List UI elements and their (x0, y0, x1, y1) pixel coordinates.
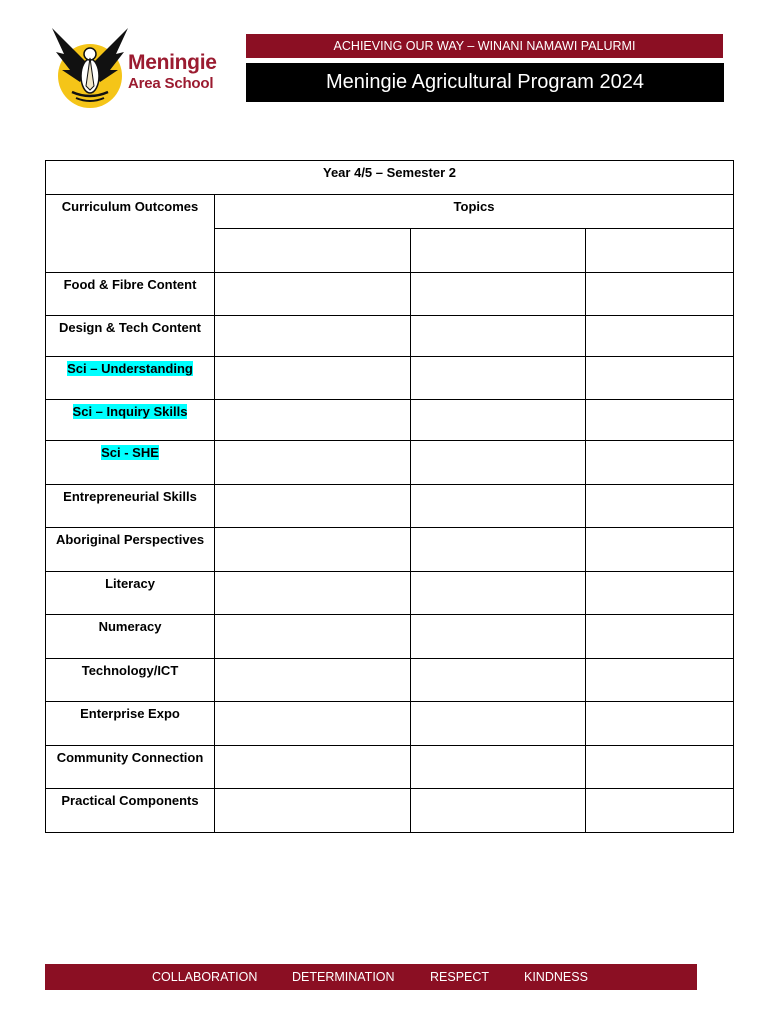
row-label-cell (46, 572, 215, 615)
entry-cell (411, 441, 586, 485)
entry-cell (215, 789, 411, 833)
topic-cell (586, 229, 734, 273)
row-label-cell (46, 316, 215, 357)
row-label-cell (46, 615, 215, 659)
row-label-cell (46, 528, 215, 572)
row-label-cell (46, 789, 215, 833)
row-label-cell (46, 441, 215, 485)
row-label: Technology/ICT (81, 663, 179, 678)
row-label: Community Connection (56, 750, 204, 765)
table-row (46, 789, 734, 833)
entry-cell (215, 316, 411, 357)
row-label: Food & Fibre Content (63, 277, 197, 292)
row-label: Aboriginal Perspectives (55, 532, 205, 547)
entry-cell (586, 316, 734, 357)
entry-cell (411, 400, 586, 441)
entry-cell (215, 572, 411, 615)
pelican-emblem-icon (50, 26, 130, 110)
entry-cell (215, 273, 411, 316)
topic-cell (411, 229, 586, 273)
row-label-cell (46, 659, 215, 702)
table-row (46, 273, 734, 316)
entry-cell (586, 572, 734, 615)
table-row (46, 528, 734, 572)
row-label: Sci - SHE (101, 445, 159, 460)
entry-cell (586, 441, 734, 485)
entry-cell (586, 485, 734, 528)
entry-cell (586, 746, 734, 789)
entry-cell (586, 400, 734, 441)
table-row (46, 702, 734, 746)
entry-cell (586, 273, 734, 316)
row-label: Entrepreneurial Skills (63, 489, 197, 504)
row-label-cell (46, 702, 215, 746)
entry-cell (411, 702, 586, 746)
entry-cell (215, 659, 411, 702)
topic-cell (215, 229, 411, 273)
row-label-cell (46, 273, 215, 316)
row-label-cell (46, 746, 215, 789)
row-label: Design & Tech Content (58, 320, 202, 335)
table-row (46, 400, 734, 441)
entry-cell (411, 316, 586, 357)
entry-cell (411, 528, 586, 572)
entry-cell (586, 789, 734, 833)
entry-cell (586, 659, 734, 702)
logo-wordmark (128, 52, 217, 91)
value-kindness: KINDNESS (524, 970, 588, 984)
header-curriculum-outcomes: Curriculum Outcomes (46, 195, 215, 273)
entry-cell (411, 615, 586, 659)
table-row (46, 485, 734, 528)
entry-cell (411, 357, 586, 400)
value-respect: RESPECT (430, 970, 490, 984)
entry-cell (586, 357, 734, 400)
row-label: Numeracy (98, 619, 162, 634)
table-row (46, 615, 734, 659)
value-determination: DETERMINATION (292, 970, 395, 984)
entry-cell (215, 746, 411, 789)
row-label: Literacy (105, 576, 155, 591)
entry-cell (215, 400, 411, 441)
entry-cell (411, 273, 586, 316)
entry-cell (215, 357, 411, 400)
table-row (46, 659, 734, 702)
entry-cell (411, 789, 586, 833)
table-row (46, 316, 734, 357)
entry-cell (411, 485, 586, 528)
entry-cell (215, 702, 411, 746)
entry-cell (411, 746, 586, 789)
entry-cell (411, 572, 586, 615)
entry-cell (411, 659, 586, 702)
row-label: Sci – Understanding (67, 361, 193, 376)
school-logo (50, 26, 230, 110)
entry-cell (586, 615, 734, 659)
motto-banner: ACHIEVING OUR WAY – WINANI NAMAWI PALURMI (246, 34, 723, 58)
entry-cell (586, 702, 734, 746)
entry-cell (215, 485, 411, 528)
logo-name: Meningie (128, 51, 217, 74)
table-row (46, 357, 734, 400)
header-topics: Topics (215, 195, 734, 229)
table-row (46, 746, 734, 789)
row-label: Practical Components (61, 793, 199, 808)
entry-cell (215, 441, 411, 485)
logo-subtitle: Area School (128, 75, 214, 92)
row-label-cell (46, 400, 215, 441)
table-row (46, 572, 734, 615)
table-row (46, 441, 734, 485)
row-label: Sci – Inquiry Skills (72, 404, 188, 419)
entry-cell (215, 528, 411, 572)
entry-cell (215, 615, 411, 659)
row-label-cell (46, 357, 215, 400)
values-footer (45, 964, 697, 990)
value-collaboration: COLLABORATION (152, 970, 258, 984)
page-title: Meningie Agricultural Program 2024 (246, 63, 724, 102)
table-caption: Year 4/5 – Semester 2 (46, 161, 734, 195)
row-label: Enterprise Expo (80, 706, 180, 721)
curriculum-table (45, 160, 734, 833)
entry-cell (586, 528, 734, 572)
row-label-cell (46, 485, 215, 528)
